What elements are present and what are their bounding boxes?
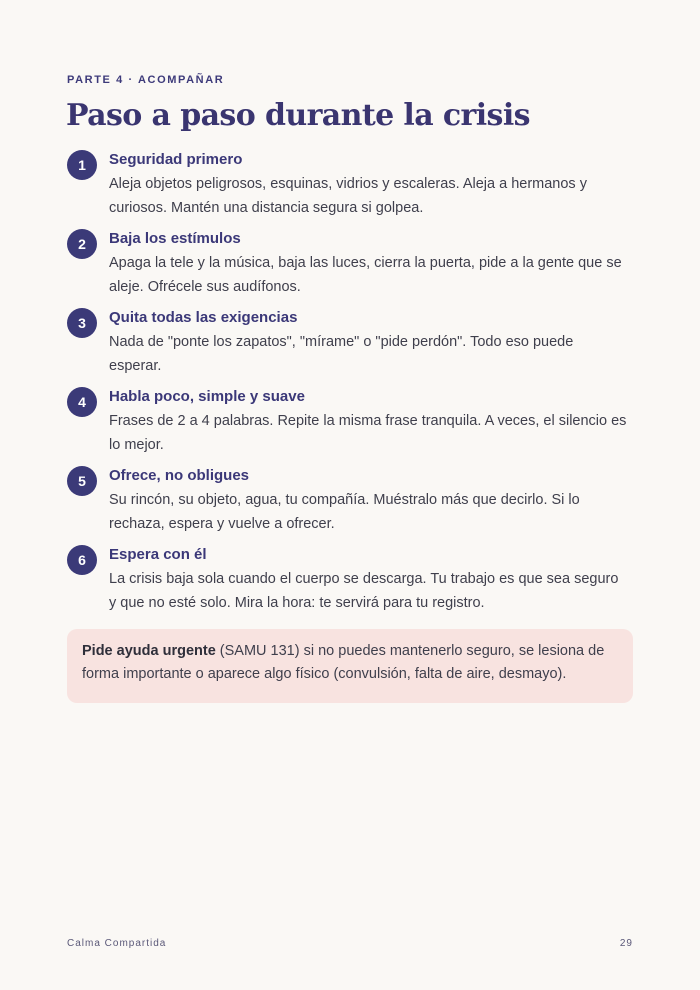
urgent-help-label: Pide ayuda urgente [82,643,216,659]
page-title: Paso a paso durante la crisis [66,98,530,133]
step-description: Nada de "ponte los zapatos", "mírame" o "pide perdón". Todo eso puede esperar. [109,334,574,374]
step-description: La crisis baja sola cuando el cuerpo se descarga. Tu trabajo es que sea seguro y que no esté solo. Mira la hora: te servirá para tu registro. [109,571,619,611]
step-number-badge: 3 [67,308,97,338]
footer-page-number: 29 [619,938,633,949]
step-number-badge: 2 [67,229,97,259]
step-number-badge: 4 [67,387,97,417]
step-item [67,308,633,387]
step-description: Frases de 2 a 4 palabras. Repite la misma frase tranquila. A veces, el silencio es lo mejor. [109,413,627,453]
step-title: Baja los estímulos [109,230,241,247]
step-number-badge: 1 [67,150,97,180]
step-title: Seguridad primero [109,151,243,168]
section-kicker: PARTE 4 · ACOMPAÑAR [67,74,225,86]
step-description: Apaga la tele y la música, baja las luces, cierra la puerta, pide a la gente que se aleje. Ofrécele sus audífonos. [109,255,622,295]
urgent-help-text: (SAMU 131) si no puedes mantenerlo seguro, se lesiona de forma importante o aparece algo físico (convulsión, falta de aire, desmayo). [82,643,605,682]
step-description: Su rincón, su objeto, agua, tu compañía. Muéstralo más que decirlo. Si lo rechaza, espera y vuelve a ofrecer. [109,492,580,532]
step-description: Aleja objetos peligrosos, esquinas, vidrios y escaleras. Aleja a hermanos y curiosos. Mantén una distancia segura si golpea. [109,176,587,216]
footer-book-title: Calma Compartida [67,938,167,949]
urgent-help-callout [67,629,633,703]
step-number-badge: 5 [67,466,97,496]
step-title: Ofrece, no obligues [109,467,250,484]
step-number-badge: 6 [67,545,97,575]
step-item [67,229,633,308]
step-item [67,466,633,545]
step-item [67,387,633,466]
steps-list [67,150,633,624]
step-title: Espera con él [109,546,207,563]
step-item [67,150,633,229]
step-item [67,545,633,624]
step-title: Habla poco, simple y suave [109,388,305,405]
step-title: Quita todas las exigencias [109,309,298,326]
